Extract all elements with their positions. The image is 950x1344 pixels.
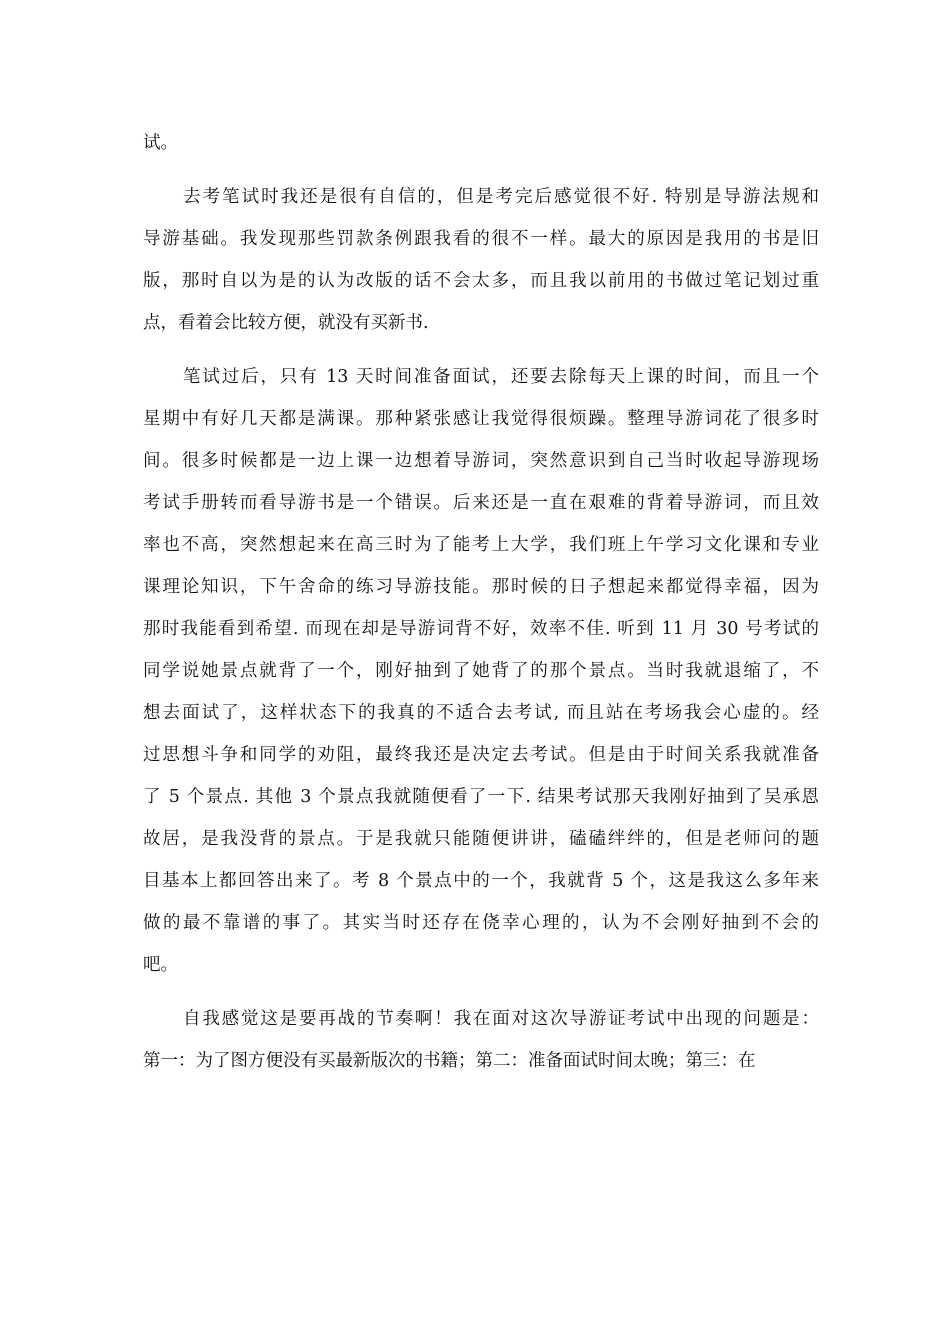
paragraph-gap xyxy=(143,986,819,998)
text-line: 试。 xyxy=(143,133,178,153)
text-line: 吧。 xyxy=(143,955,178,975)
text-line: 间。很多时候都是一边上课一边想着导游词，突然意识到自己当时收起导游现场 xyxy=(143,451,819,471)
text-line: 笔试过后，只有 13 天时间准备面试，还要去除每天上课的时间，而且一个 xyxy=(183,367,819,387)
text-line: 目基本上都回答出来了。考 8 个景点中的一个，我就背 5 个，这是我这么多年来 xyxy=(143,871,819,891)
text-line: 星期中有好几天都是满课。那种紧张感让我觉得很烦躁。整理导游词花了很多时 xyxy=(143,409,819,429)
text-line: 点，看着会比较方便，就没有买新书. xyxy=(143,313,429,333)
text-line: 考试手册转而看导游书是一个错误。后来还是一直在艰难的背着导游词，而且效 xyxy=(143,493,819,513)
paragraph xyxy=(143,122,819,164)
text-line: 那时我能看到希望. 而现在却是导游词背不好，效率不佳. 听到 11 月 30 号考试的 xyxy=(143,619,819,639)
text-line: 过思想斗争和同学的劝阻，最终我还是决定去考试。但是由于时间关系我就准备 xyxy=(143,745,819,765)
text-line: 自我感觉这是要再战的节奏啊！我在面对这次导游证考试中出现的问题是： xyxy=(183,1009,819,1029)
text-line: 同学说她景点就背了一个，刚好抽到了她背了的那个景点。当时我就退缩了，不 xyxy=(143,661,819,681)
text-line: 率也不高，突然想起来在高三时为了能考上大学，我们班上午学习文化课和专业 xyxy=(143,535,819,555)
text-line: 导游基础。我发现那些罚款条例跟我看的很不一样。最大的原因是我用的书是旧 xyxy=(143,229,819,249)
text-line: 第一：为了图方便没有买最新版次的书籍；第二：准备面试时间太晚；第三：在 xyxy=(143,1051,756,1071)
text-line: 做的最不靠谱的事了。其实当时还存在侥幸心理的，认为不会刚好抽到不会的 xyxy=(143,913,819,933)
text-line: 故居，是我没背的景点。于是我就只能随便讲讲，磕磕绊绊的，但是老师问的题 xyxy=(143,829,819,849)
paragraph-gap xyxy=(143,164,819,176)
document-body xyxy=(143,122,819,1082)
text-line: 版，那时自以为是的认为改版的话不会太多，而且我以前用的书做过笔记划过重 xyxy=(143,271,819,291)
text-line: 想去面试了，这样状态下的我真的不适合去考试, 而且站在考场我会心虚的。经 xyxy=(143,703,819,723)
text-line: 了 5 个景点. 其他 3 个景点我就随便看了一下. 结果考试那天我刚好抽到了吴承恩 xyxy=(143,787,819,807)
paragraph xyxy=(143,176,819,344)
text-line: 去考笔试时我还是很有自信的，但是考完后感觉很不好. 特别是导游法规和 xyxy=(183,187,819,207)
paragraph-gap xyxy=(143,344,819,356)
paragraph xyxy=(143,356,819,986)
paragraph xyxy=(143,998,819,1082)
text-line: 课理论知识，下午舍命的练习导游技能。那时候的日子想起来都觉得幸福，因为 xyxy=(143,577,819,597)
